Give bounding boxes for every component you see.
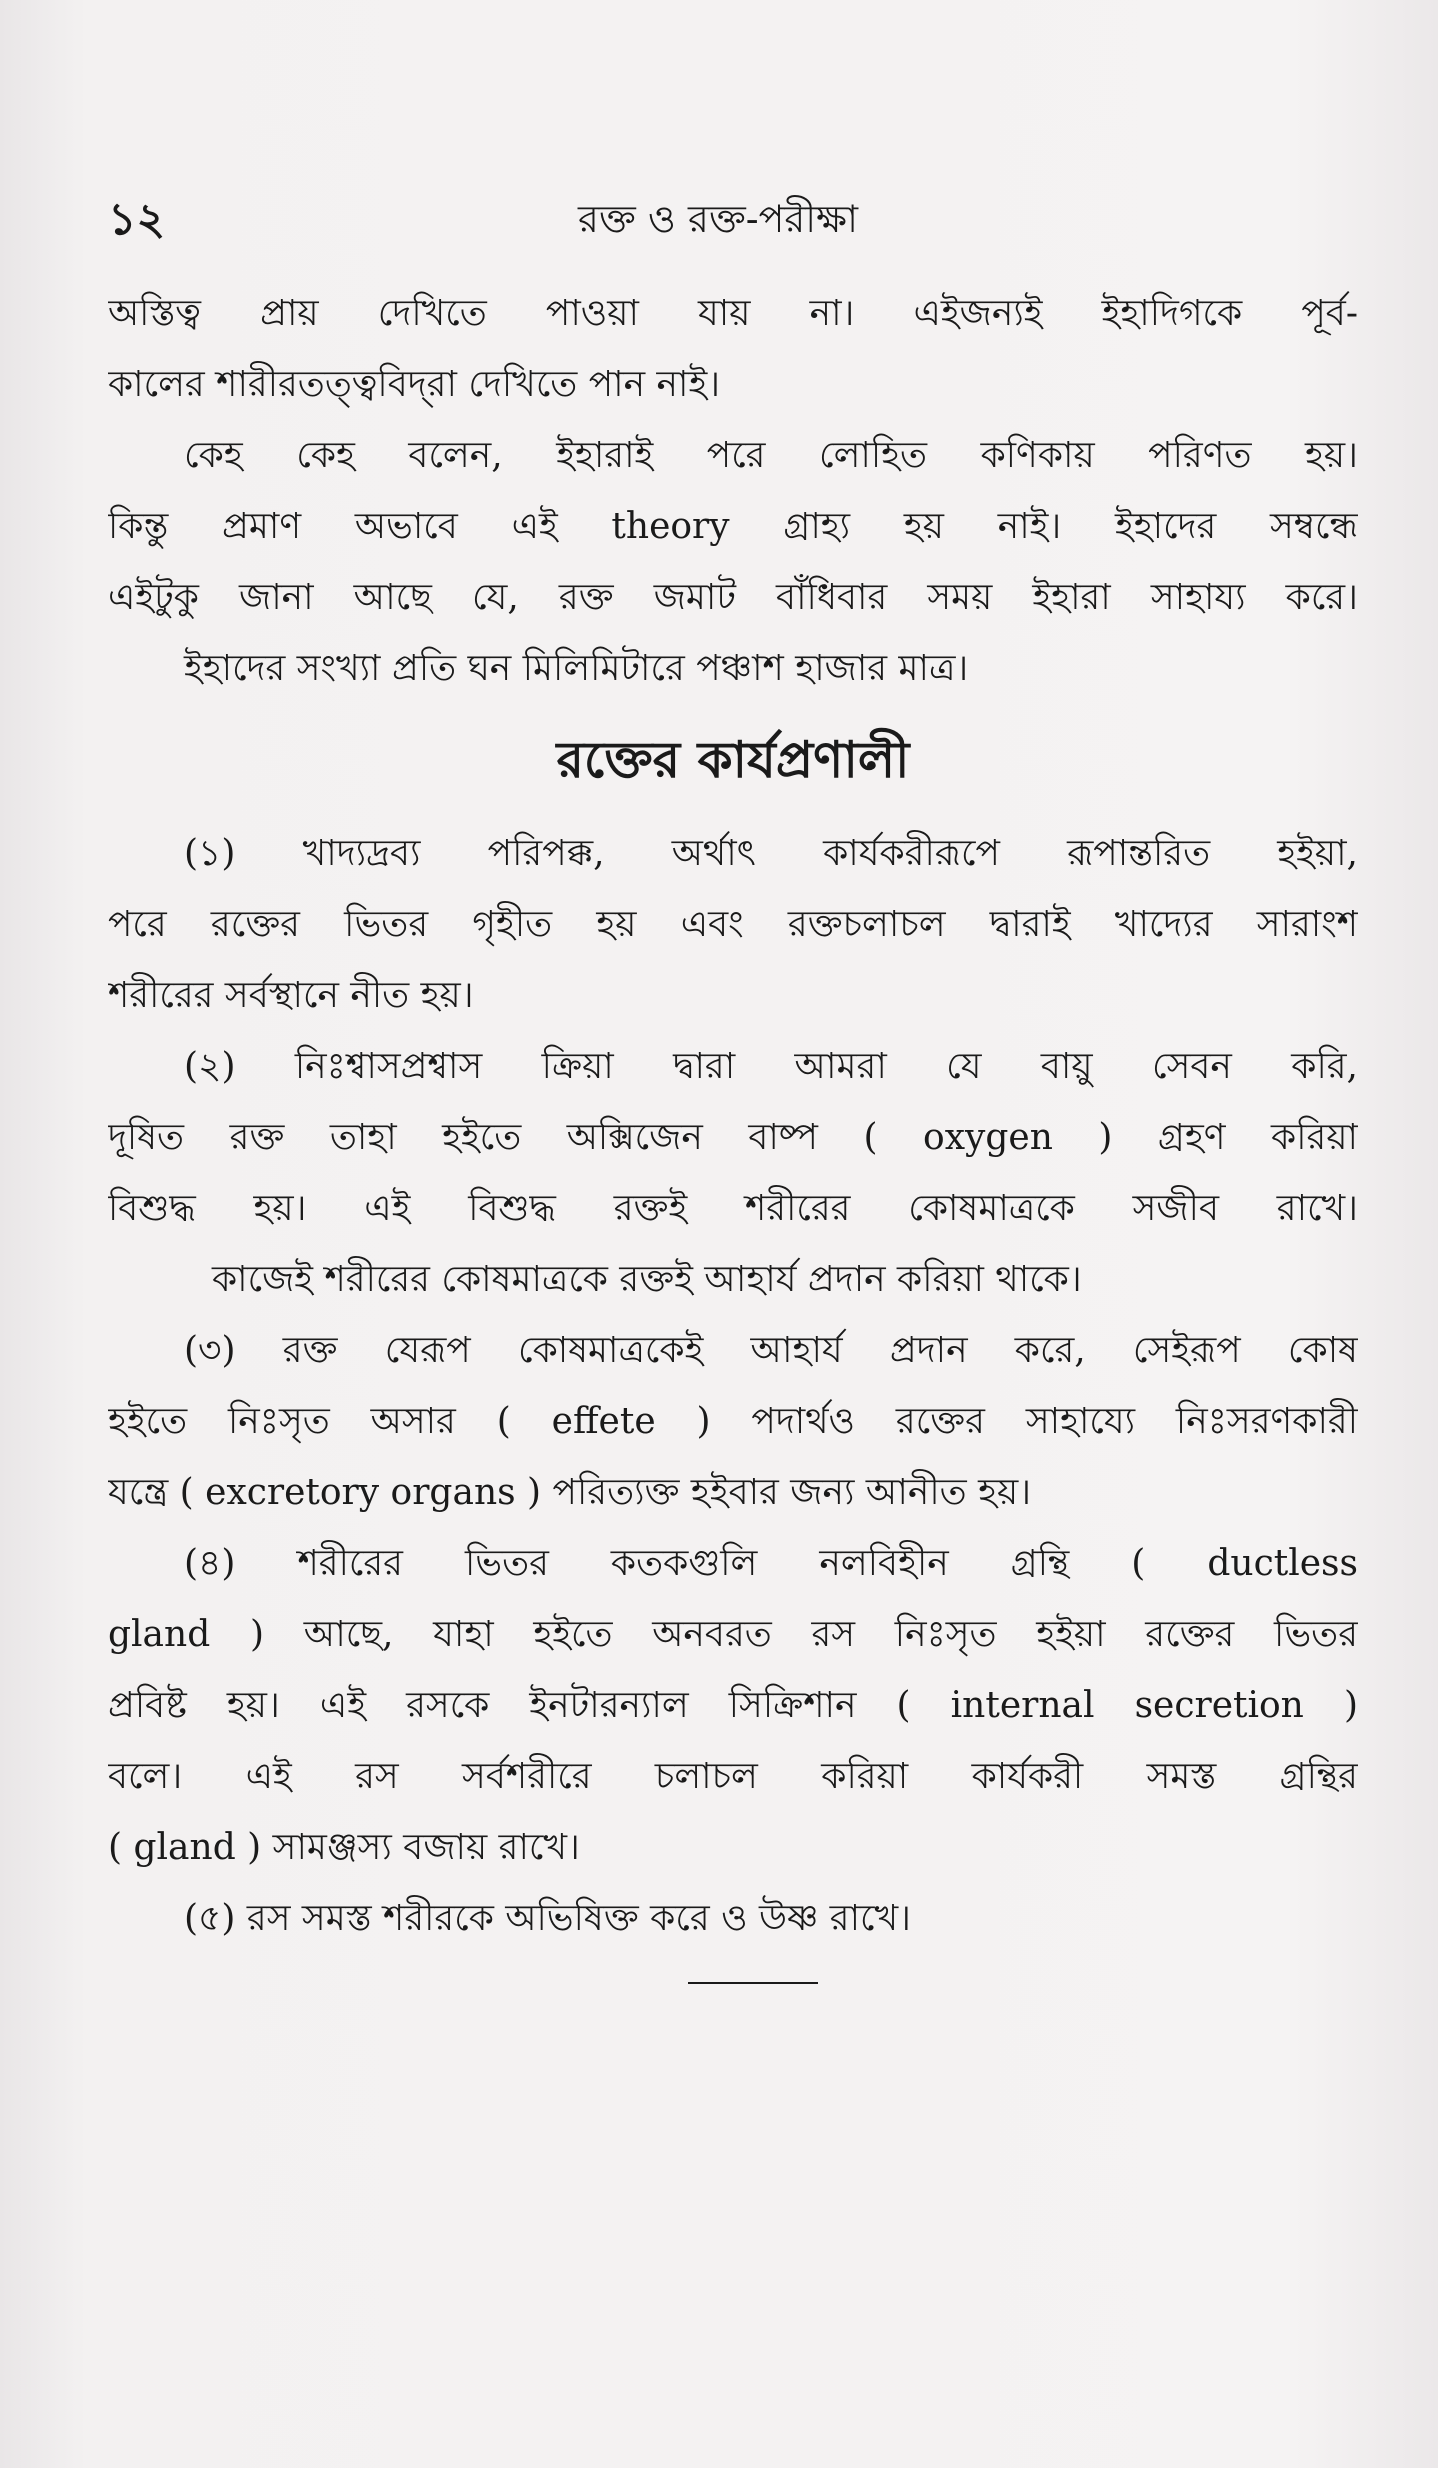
text-line: (১) খাদ্যদ্রব্য পরিপক্ক, অর্থাৎ কার্যকরীরূপে রূপান্তরিত হইয়া, [184,833,1358,874]
running-title: রক্ত ও রক্ত-পরীক্ষা [578,197,858,241]
text-line: কাজেই শরীরের কোষমাত্রকে রক্তই আহার্য প্রদান করিয়া থাকে। [212,1259,1082,1300]
body-text [108,278,1358,1984]
text-line: বিশুদ্ধ হয়। এই বিশুদ্ধ রক্তই শরীরের কোষমাত্রকে সজীব রাখে। [108,1188,1358,1229]
text-line: পরে রক্তের ভিতর গৃহীত হয় এবং রক্তচলাচল দ্বারাই খাদ্যের সারাংশ [108,904,1358,945]
text-line: কেহ কেহ বলেন, ইহারাই পরে লোহিত কণিকায় পরিণত হয়। [184,435,1358,476]
text-line: কিন্তু প্রমাণ অভাবে এই theory গ্রাহ্য হয় নাই। ইহাদের সম্বন্ধে [108,506,1358,547]
text-line: (২) নিঃশ্বাসপ্রশ্বাস ক্রিয়া দ্বারা আমরা যে বায়ু সেবন করি, [184,1046,1358,1087]
text-line: gland ) আছে, যাহা হইতে অনবরত রস নিঃসৃত হইয়া রক্তের ভিতর [108,1614,1358,1655]
text-line: যন্ত্রে ( excretory organs ) পরিত্যক্ত হইবার জন্য আনীত হয়। [108,1472,1032,1513]
text-line: বলে। এই রস সর্বশরীরে চলাচল করিয়া কার্যকরী সমস্ত গ্রন্থির [108,1756,1358,1797]
text-line: (৪) শরীরের ভিতর কতকগুলি নলবিহীন গ্রন্থি ( ductless [184,1543,1358,1584]
text-line: ( gland ) সামঞ্জস্য বজায় রাখে। [108,1827,580,1868]
text-line: (৩) রক্ত যেরূপ কোষমাত্রকেই আহার্য প্রদান করে, সেইরূপ কোষ [184,1330,1358,1371]
text-line: হইতে নিঃসৃত অসার ( effete ) পদার্থও রক্তের সাহায্যে নিঃসরণকারী [108,1401,1358,1442]
text-line: (৫) রস সমস্ত শরীরকে অভিষিক্ত করে ও উষ্ণ রাখে। [184,1898,912,1939]
text-line: শরীরের সর্বস্থানে নীত হয়। [108,975,474,1016]
text-line: প্রবিষ্ট হয়। এই রসকে ইনটারন্যাল সিক্রিশান ( internal secretion ) [108,1685,1358,1726]
page-header [108,186,1358,246]
text-line: এইটুকু জানা আছে যে, রক্ত জমাট বাঁধিবার সময় ইহারা সাহায্য করে। [108,577,1358,618]
text-line: ইহাদের সংখ্যা প্রতি ঘন মিলিমিটারে পঞ্চাশ হাজার মাত্র। [184,648,969,689]
page-number: ১২ [108,194,166,245]
text-line: দূষিত রক্ত তাহা হইতে অক্সিজেন বাষ্প ( oxygen ) গ্রহণ করিয়া [108,1117,1358,1158]
text-line: কালের শারীরতত্ত্ববিদ্‌রা দেখিতে পান নাই। [108,364,721,405]
end-rule [688,1982,818,1984]
section-heading: রক্তের কার্যপ্রণালী [556,730,910,789]
text-line: অস্তিত্ব প্রায় দেখিতে পাওয়া যায় না। এইজন্যই ইহাদিগকে পূর্ব- [108,293,1358,334]
